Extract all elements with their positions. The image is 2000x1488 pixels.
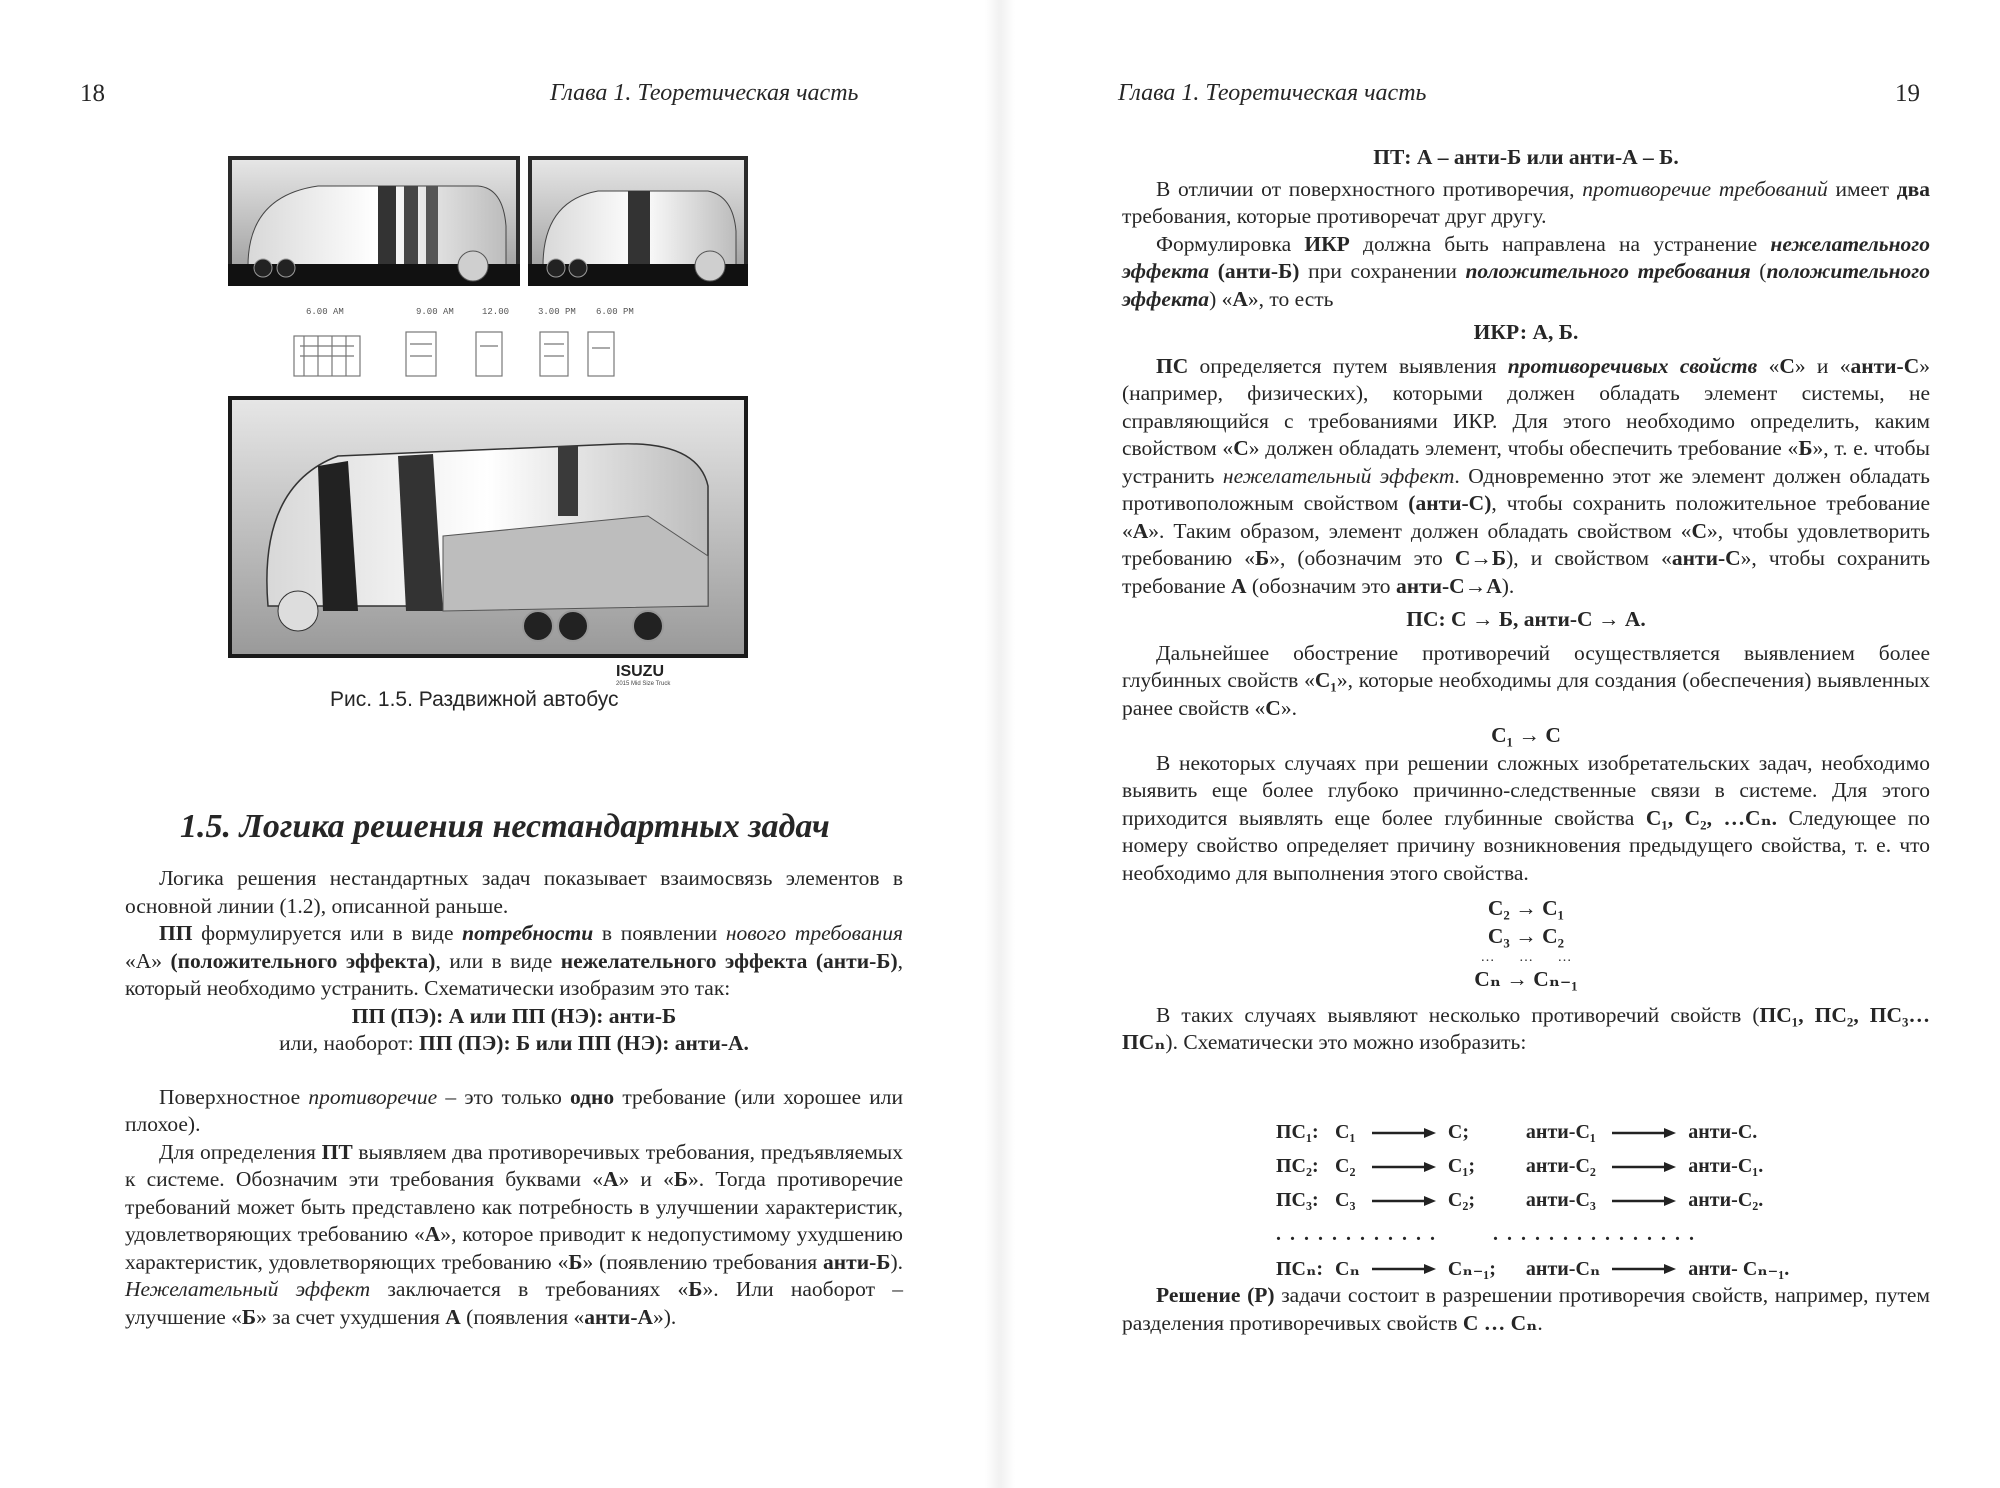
sliding-bus-figure [228,156,748,686]
time-label: 6.00 PM [596,307,634,317]
table-cell: ПСₙ: [1276,1257,1324,1280]
arrow-icon [1372,1263,1436,1275]
arrow-icon [1612,1161,1676,1173]
table-cell: анти-С₂. [1688,1188,1764,1211]
table-row [1270,1251,1795,1285]
running-head: Глава 1. Теоретическая часть [1118,80,1427,106]
paragraph: В отличии от поверхностного противоречия, противоречие требований имеет два требования, которые противоречат друг другу. [1122,176,1930,228]
formula: ПТ: А – анти-Б или анти-А – Б. [1373,145,1679,169]
paragraph: Решение (Р) задачи состоит в разрешении противоречия свойств, например, путем разделения противоречивых свойств С … Сₙ. [1122,1283,1931,1335]
bus-photo-top-right [528,156,748,286]
arrow-icon [1612,1263,1676,1275]
page-number: 18 [80,80,105,107]
formula: С₁ → С [1491,723,1561,747]
paragraph: Для определения ПТ выявляем два противоречивых требования, предъявляемых к системе. Обозначим эти требования буквами «А» и «Б». Тогда противоречие требований может быть представлено как потребность в улучшении характеристик, удовлетворяющих требованию «А», которое приводит к недопустимому ухудшению характеристик, удовлетворяющих требованию «Б» (появлению требования анти-Б). Нежелательный эффект заключается в требованиях «Б». Или наоборот – улучшение «Б» за счет ухудшения А (появления «анти-А»). [125,1139,904,1329]
paragraph: Поверхностное противоречие – это только одно требование (или хорошее или плохое). [125,1084,903,1136]
table-cell: С; [1447,1120,1469,1143]
isuzu-logo: ISUZU [616,663,664,680]
table-row [1270,1115,1795,1149]
chain-item: С₃ → С₂ [1487,923,1565,948]
paragraph: Формулировка ИКР должна быть направлена на устранение нежелательного эффекта (анти-Б) при сохранении положительного требования (положительного эффекта) «А», то есть [1122,231,1930,311]
bus-photo-top-left [228,156,520,286]
right-page [1000,0,2000,1488]
dots-row: . . . . . . . . . . . . . . . . . . . . . . . . . . . [1276,1222,1696,1245]
table-cell: С₃ [1335,1188,1356,1211]
time-label: 6.00 AM [306,307,344,317]
table-row [1270,1183,1795,1217]
table-cell: анти-С₂ [1525,1154,1596,1177]
table-cell: ПС₁: [1276,1120,1319,1143]
table-cell: С₂ [1335,1154,1356,1177]
bus-photo-main [228,396,748,658]
right-body [1122,144,1930,1057]
left-body [125,865,903,1331]
arrow-icon [1612,1195,1676,1207]
table-cell: ПС₃: [1276,1188,1319,1211]
arrow-icon [1372,1161,1436,1173]
paragraph: ПП формулируется или в виде потребности в появлении нового требования «А» (положительного эффекта), или в виде нежелательного эффекта (анти-Б), который необходимо устранить. Схематически изобразим это так: [125,921,904,1000]
table-cell: анти-С. [1688,1120,1758,1143]
paragraph: Дальнейшее обострение противоречий осуществляется выявлением более глубинных свойств «С₁», которые необходимы для создания (обеспечения) выявленных ранее свойств «С». [1122,640,1930,720]
contradiction-table [1270,1115,1795,1285]
table-cell: анти-С₁. [1688,1154,1764,1177]
time-label: 9.00 AM [416,307,454,317]
formula: или, наоборот: ПП (ПЭ): Б или ПП (НЭ): анти-А. [279,1031,749,1055]
table-row [1270,1149,1795,1183]
table-cell: анти-Сₙ [1525,1257,1601,1280]
formula: ИКР: А, Б. [1473,320,1579,344]
table-cell: С₁; [1447,1154,1475,1177]
time-labels [306,307,634,317]
time-label: 3.00 PM [538,307,576,317]
table-cell: Сₙ₋₁; [1447,1257,1496,1280]
chain-item: Сₙ → Сₙ₋₁ [1474,967,1578,991]
paragraph: Логика решения нестандартных задач показывает взаимосвязь элементов в основной линии (1.2), описанной раньше. [125,866,903,918]
paragraph: ПС определяется путем выявления противоречивых свойств «С» и «анти-С» (например, физических), которыми должен обладать элемент системы, не справляющийся с требованиями ИКР. Для этого необходимо определить, каким свойством «С» должен обладать элемент, чтобы обеспечить требование «Б», т. е. чтобы устранить нежелательный эффект. Одновременно этот же элемент должен обладать противоположным свойством (анти-С), чтобы сохранить положительное требование «А». Таким образом, элемент должен обладать свойством «С», чтобы удовлетворить требованию «Б», (обозначим это С→Б), и свойством «анти-С», чтобы сохранить требование А (обозначим это анти-С→А). [1122,353,1931,598]
page-number: 19 [1895,80,1920,107]
arrow-icon [1612,1127,1676,1139]
right-body-end [1122,1282,1930,1337]
table-cell: ПС₂: [1276,1154,1319,1177]
paragraph: В некоторых случаях при решении сложных изобретательских задач, необходимо выявить еще более глубоко причинно-следственные связи в системе. Для этого приходится выявлять еще более глубинные свойства С₁, С₂, …Сₙ. Следующее по номеру свойство определяет причину возникновения предыдущего свойства, т. е. что необходимо для выполнения этого свойства. [1122,750,1930,885]
table-cell: С₁ [1335,1120,1356,1143]
table-cell: С₂; [1447,1188,1475,1211]
formula: ПС: С → Б, анти-С → А. [1406,607,1646,631]
time-label: 12.00 [482,307,510,317]
chain-list [1122,895,1930,994]
table-row [1270,1217,1795,1251]
table-cell: Сₙ [1335,1257,1360,1280]
layout-sketches [294,332,614,376]
table-cell: анти-С₃ [1525,1188,1596,1211]
figure-caption: Рис. 1.5. Раздвижной автобус [330,688,619,711]
paragraph: В таких случаях выявляют несколько противоречий свойств (ПС₁, ПС₂, ПС₃… ПСₙ). Схематически это можно изобразить: [1122,1002,1930,1054]
isuzu-sub: 2015 Mid Size Truck [616,681,671,686]
section-heading: 1.5. Логика решения нестандартных задач [180,808,830,845]
chain-item: С₂ → С₁ [1487,896,1565,920]
chain-item: … … … [1480,950,1572,965]
formula: ПП (ПЭ): А или ПП (НЭ): анти-Б [351,1003,677,1028]
table-cell: анти- Сₙ₋₁. [1688,1257,1790,1280]
arrow-icon [1372,1195,1436,1207]
arrow-icon [1372,1127,1436,1139]
table-cell: анти-С₁ [1525,1120,1596,1143]
running-head: Глава 1. Теоретическая часть [550,80,859,106]
